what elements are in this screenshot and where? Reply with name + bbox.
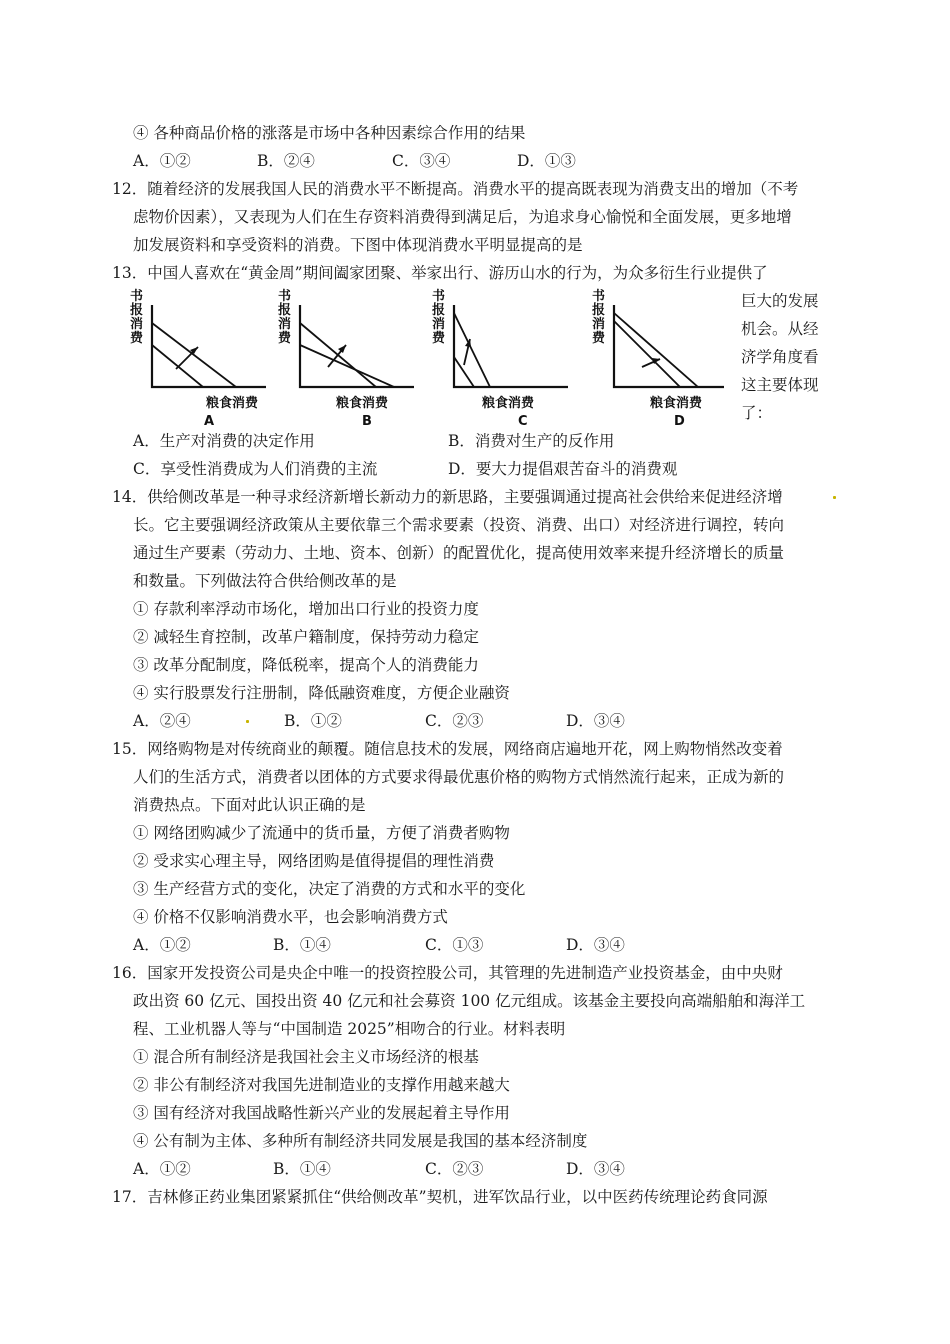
- chart-c-x-label: 粮食消费: [482, 396, 535, 411]
- q13-option-c: C．享受性消费成为人们消费的主流: [133, 460, 378, 478]
- chart-c-line-upper: [454, 313, 490, 387]
- q11-option-a: A．①②: [133, 152, 191, 170]
- chart-d-caption: D: [674, 414, 685, 429]
- q16-stem-line-3: 程、工业机器人等与“中国制造 2025”相吻合的行业。材料表明: [133, 1020, 566, 1038]
- q14-stem-line-2: 长。它主要强调经济政策从主要依靠三个需求要素（投资、消费、出口）对经济进行调控，转向: [133, 516, 785, 534]
- chart-c-axes: [454, 305, 568, 387]
- chart-b-arrowhead: [338, 345, 346, 353]
- q16-option-a: A．①②: [133, 1160, 191, 1178]
- chart-c-y-label: 书报消费: [432, 289, 446, 346]
- q12-stem-line-1: 12．随着经济的发展我国人民的消费水平不断提高。消费水平的提高既表现为消费支出的增加（不考: [112, 180, 799, 198]
- chart-d-line-lower: [614, 321, 680, 387]
- q16-option-c: C．②③: [425, 1160, 484, 1178]
- chart-a-y-label-text: 书报消费: [130, 289, 144, 346]
- chart-b-axes: [300, 305, 414, 387]
- q14-statement-3: ③ 改革分配制度，降低税率，提高个人的消费能力: [133, 656, 479, 674]
- chart-c: [430, 285, 580, 430]
- scan-speck: [246, 720, 249, 723]
- q15-statement-1: ① 网络团购减少了流通中的货币量，方便了消费者购物: [133, 824, 510, 842]
- q16-option-b: B．①④: [273, 1160, 331, 1178]
- q13-stem-line-1: 13．中国人喜欢在“黄金周”期间阖家团聚、举家出行、游历山水的行为，为众多衍生行业提供了: [112, 264, 768, 282]
- q17-stem-line-1: 17．吉林修正药业集团紧紧抓住“供给侧改革”契机，进军饮品行业，以中医药传统理论药食同源: [112, 1188, 768, 1206]
- q16-statement-2: ② 非公有制经济对我国先进制造业的支撑作用越来越大: [133, 1076, 510, 1094]
- q14-stem-line-4: 和数量。下列做法符合供给侧改革的是: [133, 572, 397, 590]
- q16-statement-1: ① 混合所有制经济是我国社会主义市场经济的根基: [133, 1048, 479, 1066]
- q16-stem-line-1: 16．国家开发投资公司是央企中唯一的投资控股公司，其管理的先进制造产业投资基金，由中央财: [112, 964, 783, 982]
- scan-speck: [833, 496, 836, 499]
- chart-a-axes: [152, 305, 266, 387]
- q13-option-a: A．生产对消费的决定作用: [133, 432, 315, 450]
- q15-statement-4: ④ 价格不仅影响消费水平，也会影响消费方式: [133, 908, 448, 926]
- q16-statement-4: ④ 公有制为主体、多种所有制经济共同发展是我国的基本经济制度: [133, 1132, 588, 1150]
- q13-side-line-4: 这主要体现: [741, 376, 819, 394]
- chart-a-caption: A: [204, 414, 215, 429]
- q13-option-d: D．要大力提倡艰苦奋斗的消费观: [448, 460, 678, 478]
- q15-stem-line-2: 人们的生活方式，消费者以团体的方式要求得最优惠价格的购物方式悄然流行起来，正成为新的: [133, 768, 785, 786]
- q15-option-b: B．①④: [273, 936, 331, 954]
- q16-stem-line-2: 政出资 60 亿元、国投出资 40 亿元和社会募资 100 亿元组成。该基金主要投向高端船舶和海洋工: [133, 992, 806, 1010]
- q14-option-d: D．③④: [566, 712, 625, 730]
- q14-stem-line-1: 14．供给侧改革是一种寻求经济新增长新动力的新思路，主要强调通过提高社会供给来促进经济增: [112, 488, 783, 506]
- q11-option-c: C．③④: [392, 152, 451, 170]
- q13-side-line-2: 机会。从经: [741, 320, 819, 338]
- q16-statement-3: ③ 国有经济对我国战略性新兴产业的发展起着主导作用: [133, 1104, 510, 1122]
- q14-option-c: C．②③: [425, 712, 484, 730]
- chart-b-y-label: 书报消费: [278, 289, 292, 346]
- q13-option-b: B．消费对生产的反作用: [448, 432, 615, 450]
- q12-stem-line-2: 虑物价因素），又表现为人们在生存资料消费得到满足后，为追求身心愉悦和全面发展，更多地增: [133, 208, 792, 226]
- chart-d-x-label: 粮食消费: [650, 396, 703, 411]
- chart-a-y-label: [130, 288, 144, 346]
- q11-statement-4: ④ 各种商品价格的涨落是市场中各种因素综合作用的结果: [133, 124, 526, 142]
- q15-option-a: A．①②: [133, 936, 191, 954]
- q13-side-line-3: 济学角度看: [741, 348, 819, 366]
- q15-statement-3: ③ 生产经营方式的变化，决定了消费的方式和水平的变化: [133, 880, 526, 898]
- chart-d-axes: [614, 305, 724, 387]
- q15-statement-2: ② 受求实心理主导，网络团购是值得提倡的理性消费: [133, 852, 495, 870]
- chart-d: [590, 285, 740, 430]
- chart-b-caption: B: [362, 414, 372, 429]
- q14-statement-2: ② 减轻生育控制，改革户籍制度，保持劳动力稳定: [133, 628, 479, 646]
- chart-b: [276, 285, 426, 430]
- q13-side-line-1: 巨大的发展: [741, 292, 819, 310]
- chart-b-x-label: 粮食消费: [336, 396, 389, 411]
- q14-stem-line-3: 通过生产要素（劳动力、土地、资本、创新）的配置优化，提高使用效率来提升经济增长的质量: [133, 544, 785, 562]
- q15-option-c: C．①③: [425, 936, 484, 954]
- q12-stem-line-3: 加发展资料和享受资料的消费。下图中体现消费水平明显提高的是: [133, 236, 583, 254]
- chart-b-line-lower: [300, 345, 394, 387]
- chart-a: [128, 285, 278, 430]
- q14-option-a: A．②④: [133, 712, 191, 730]
- q14-statement-4: ④ 实行股票发行注册制，降低融资难度，方便企业融资: [133, 684, 510, 702]
- chart-d-line-upper: [614, 313, 698, 387]
- chart-a-x-label: 粮食消费: [206, 396, 259, 411]
- q11-option-d: D．①③: [517, 152, 576, 170]
- chart-c-caption: C: [518, 414, 528, 429]
- q14-statement-1: ① 存款利率浮动市场化，增加出口行业的投资力度: [133, 600, 479, 618]
- q15-stem-line-1: 15．网络购物是对传统商业的颠覆。随信息技术的发展，网络商店遍地开花，网上购物悄然改变着: [112, 740, 783, 758]
- chart-d-y-label: 书报消费: [592, 289, 606, 346]
- q13-side-line-5: 了：: [741, 404, 773, 422]
- q15-stem-line-3: 消费热点。下面对此认识正确的是: [133, 796, 366, 814]
- q15-option-d: D．③④: [566, 936, 625, 954]
- q14-option-b: B．①②: [284, 712, 342, 730]
- q11-option-b: B．②④: [257, 152, 315, 170]
- q16-option-d: D．③④: [566, 1160, 625, 1178]
